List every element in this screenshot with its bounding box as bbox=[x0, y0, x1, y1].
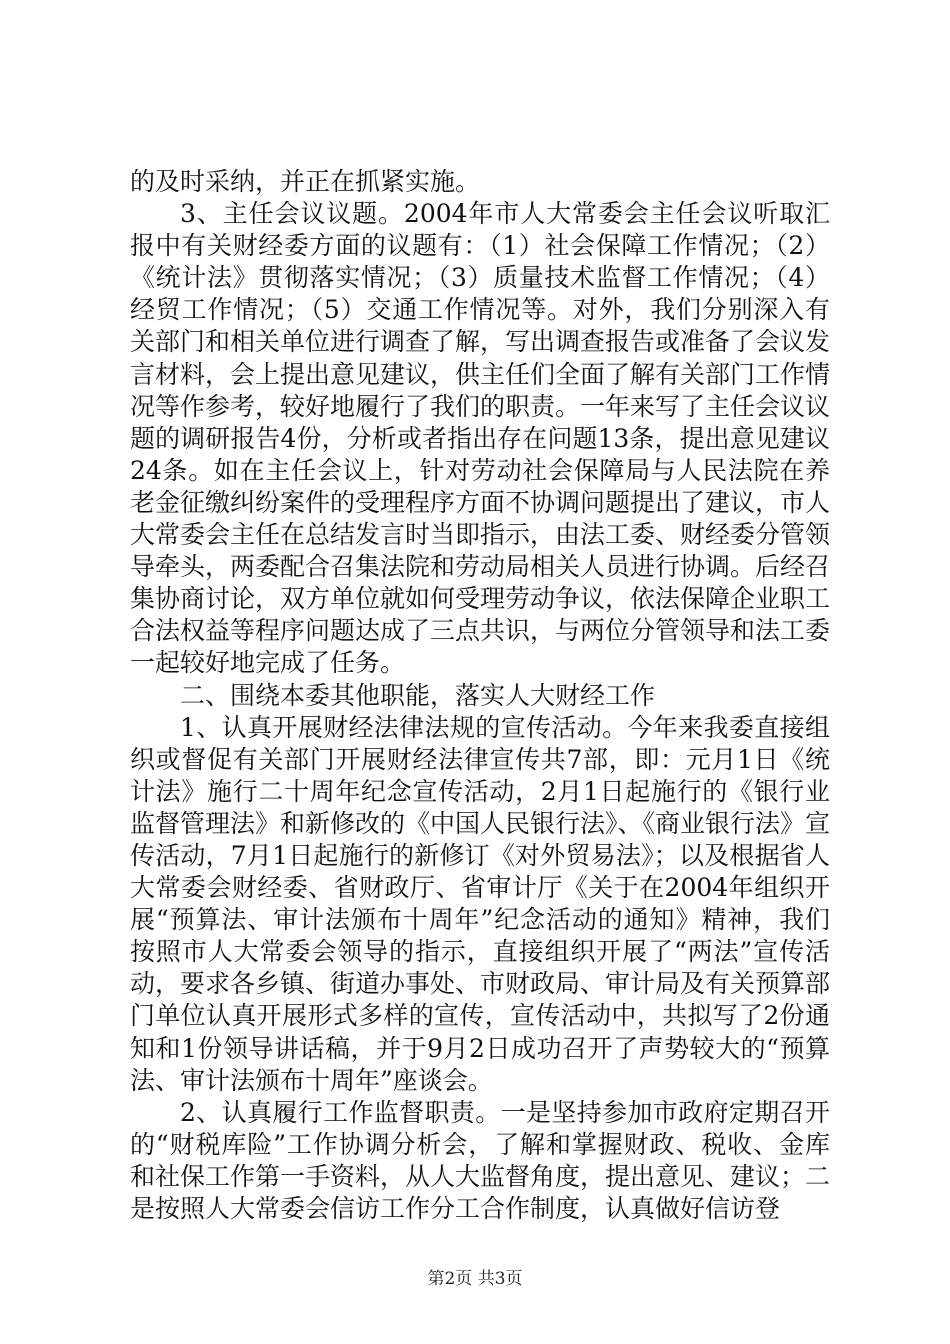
paragraph-2: 3、主任会议议题。2004年市人大常委会主任会议听取汇报中有关财经委方面的议题有：（1）社会保障工作情况；（2）《统计法》贯彻落实情况；（3）质量技术监督工作情况；（4）经贸工作情况；（5）交通工作情况等。对外，我们分别深入有关部门和相关单位进行调查了解，写出调查报告或准备了会议发言材料，会上提出意见建议，供主任们全面了解有关部门工作情况等作参考，较好地履行了我们的职责。一年来写了主任会议议题的调研报告4份，分析或者指出存在问题13条，提出意见建议24条。如在主任会议上，针对劳动社会保障局与人民法院在养老金征缴纠纷案件的受理程序方面不协调问题提出了建议，市人大常委会主任在总结发言时当即指示，由法工委、财经委分管领导牵头，两委配合召集法院和劳动局相关人员进行协调。后经召集协商讨论，双方单位就如何受理劳动争议，依法保障企业职工合法权益等程序问题达成了三点共识，与两位分管领导和法工委一起较好地完成了任务。 bbox=[130, 199, 831, 678]
section-heading: 二、围绕本委其他职能，落实人大财经工作 bbox=[180, 680, 656, 710]
page-footer: 第2页 共3页 bbox=[427, 1269, 523, 1289]
paragraph-1: 的及时采纳，并正在抓紧实施。 bbox=[130, 167, 481, 196]
document-body bbox=[130, 166, 830, 1225]
paragraph-3: 1、认真开展财经法律法规的宣传活动。今年来我委直接组织或督促有关部门开展财经法律宣传共7部，即：元月1日《统计法》施行二十周年纪念宣传活动，2月1日起施行的《银行业监督管理法》和新修改的《中国人民银行法》、《商业银行法》宣传活动，7月1日起施行的新修订《对外贸易法》；以及根据省人大常委会财经委、省财政厅、省审计厅《关于在2004年组织开展“预算法、审计法颁布十周年”纪念活动的通知》精神，我们按照市人大常委会领导的指示，直接组织开展了“两法”宣传活动，要求各乡镇、街道办事处、市财政局、审计局及有关预算部门单位认真开展形式多样的宣传，宣传活动中，共拟写了2份通知和1份领导讲话稿，并于9月2日成功召开了声势较大的“预算法、审计法颁布十周年”座谈会。 bbox=[130, 712, 831, 1095]
paragraph-4: 2、认真履行工作监督职责。一是坚持参加市政府定期召开的“财税库险”工作协调分析会，了解和掌握财政、税收、金库和社保工作第一手资料，从人大监督角度，提出意见、建议；二是按照人大常委会信访工作分工合作制度，认真做好信访登 bbox=[130, 1097, 831, 1223]
